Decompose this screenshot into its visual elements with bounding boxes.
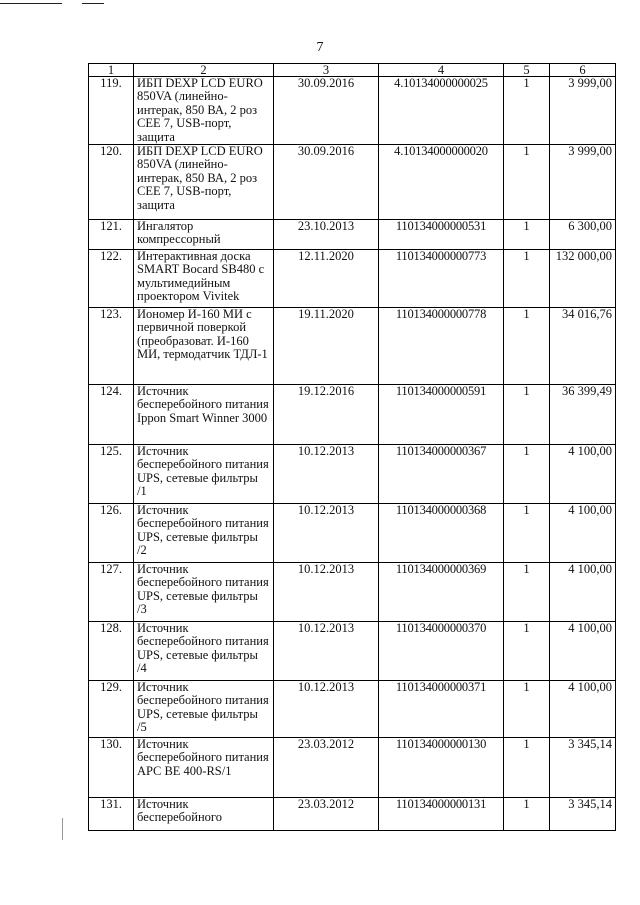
table-row bbox=[89, 385, 616, 445]
table-row bbox=[89, 798, 616, 831]
row-number: 123. bbox=[89, 308, 134, 385]
inventory-number: 110134000000371 bbox=[379, 681, 504, 738]
item-date: 10.12.2013 bbox=[274, 681, 379, 738]
item-sum: 3 999,00 bbox=[550, 145, 616, 220]
item-quantity: 1 bbox=[504, 220, 550, 250]
item-name: Источник бесперебойного питания UPS, сетевые фильтры /2 bbox=[134, 504, 274, 563]
inventory-number: 110134000000369 bbox=[379, 563, 504, 622]
column-header: 3 bbox=[274, 64, 379, 77]
item-date: 12.11.2020 bbox=[274, 250, 379, 308]
row-number: 121. bbox=[89, 220, 134, 250]
table-row bbox=[89, 250, 616, 308]
item-quantity: 1 bbox=[504, 77, 550, 145]
item-quantity: 1 bbox=[504, 622, 550, 681]
item-sum: 4 100,00 bbox=[550, 445, 616, 504]
item-date: 19.12.2016 bbox=[274, 385, 379, 445]
item-quantity: 1 bbox=[504, 563, 550, 622]
item-name: Источник бесперебойного питания UPS, сетевые фильтры /1 bbox=[134, 445, 274, 504]
item-name: Источник бесперебойного питания UPS, сетевые фильтры /5 bbox=[134, 681, 274, 738]
item-name: Иономер И-160 МИ с первичной поверкой (преобразоват. И-160 МИ, термодатчик ТДЛ-1 bbox=[134, 308, 274, 385]
inventory-number: 110134000000591 bbox=[379, 385, 504, 445]
row-number: 122. bbox=[89, 250, 134, 308]
item-quantity: 1 bbox=[504, 681, 550, 738]
column-header: 5 bbox=[504, 64, 550, 77]
item-name: Источник бесперебойного питания APC BE 400-RS/1 bbox=[134, 738, 274, 798]
column-header: 1 bbox=[89, 64, 134, 77]
item-date: 23.10.2013 bbox=[274, 220, 379, 250]
table-row bbox=[89, 220, 616, 250]
row-number: 126. bbox=[89, 504, 134, 563]
item-sum: 34 016,76 bbox=[550, 308, 616, 385]
row-number: 125. bbox=[89, 445, 134, 504]
top-edge-mark bbox=[82, 3, 104, 4]
item-sum: 4 100,00 bbox=[550, 681, 616, 738]
item-date: 30.09.2016 bbox=[274, 145, 379, 220]
item-sum: 36 399,49 bbox=[550, 385, 616, 445]
item-name: Источник бесперебойного питания UPS, сетевые фильтры /4 bbox=[134, 622, 274, 681]
row-number: 131. bbox=[89, 798, 134, 831]
table-row bbox=[89, 308, 616, 385]
row-number: 124. bbox=[89, 385, 134, 445]
row-number: 119. bbox=[89, 77, 134, 145]
inventory-number: 110134000000778 bbox=[379, 308, 504, 385]
item-quantity: 1 bbox=[504, 504, 550, 563]
table-row bbox=[89, 145, 616, 220]
inventory-number: 110134000000531 bbox=[379, 220, 504, 250]
item-name: Интерактивная доска SMART Bocard SB480 с мультимедийным проектором Vivitek bbox=[134, 250, 274, 308]
item-date: 10.12.2013 bbox=[274, 563, 379, 622]
item-sum: 3 999,00 bbox=[550, 77, 616, 145]
item-sum: 4 100,00 bbox=[550, 563, 616, 622]
table-row bbox=[89, 504, 616, 563]
item-quantity: 1 bbox=[504, 385, 550, 445]
item-quantity: 1 bbox=[504, 445, 550, 504]
inventory-number: 4.10134000000025 bbox=[379, 77, 504, 145]
column-header: 2 bbox=[134, 64, 274, 77]
column-header: 4 bbox=[379, 64, 504, 77]
item-sum: 4 100,00 bbox=[550, 504, 616, 563]
item-sum: 6 300,00 bbox=[550, 220, 616, 250]
table-row bbox=[89, 622, 616, 681]
item-date: 10.12.2013 bbox=[274, 622, 379, 681]
table-row bbox=[89, 563, 616, 622]
top-edge-mark bbox=[0, 3, 62, 4]
row-number: 120. bbox=[89, 145, 134, 220]
inventory-number: 4.10134000000020 bbox=[379, 145, 504, 220]
item-date: 23.03.2012 bbox=[274, 798, 379, 831]
inventory-number: 110134000000773 bbox=[379, 250, 504, 308]
table-row bbox=[89, 445, 616, 504]
item-sum: 3 345,14 bbox=[550, 798, 616, 831]
inventory-table bbox=[88, 63, 616, 831]
row-number: 127. bbox=[89, 563, 134, 622]
item-sum: 4 100,00 bbox=[550, 622, 616, 681]
inventory-number: 110134000000131 bbox=[379, 798, 504, 831]
item-name: Источник бесперебойного bbox=[134, 798, 274, 831]
item-quantity: 1 bbox=[504, 308, 550, 385]
item-quantity: 1 bbox=[504, 145, 550, 220]
item-date: 23.03.2012 bbox=[274, 738, 379, 798]
inventory-number: 110134000000367 bbox=[379, 445, 504, 504]
page-number: 7 bbox=[316, 40, 324, 55]
item-quantity: 1 bbox=[504, 738, 550, 798]
table-row bbox=[89, 738, 616, 798]
item-date: 10.12.2013 bbox=[274, 504, 379, 563]
inventory-number: 110134000000130 bbox=[379, 738, 504, 798]
item-sum: 132 000,00 bbox=[550, 250, 616, 308]
inventory-number: 110134000000370 bbox=[379, 622, 504, 681]
margin-mark bbox=[62, 818, 63, 840]
table-header-row bbox=[89, 64, 616, 77]
item-name: ИБП DEXP LCD EURO 850VA (линейно-интерак, 850 ВА, 2 роз CEE 7, USB-порт, защита bbox=[134, 145, 274, 220]
item-quantity: 1 bbox=[504, 250, 550, 308]
column-header: 6 bbox=[550, 64, 616, 77]
item-date: 19.11.2020 bbox=[274, 308, 379, 385]
item-name: Источник бесперебойного питания Ippon Smart Winner 3000 bbox=[134, 385, 274, 445]
item-date: 10.12.2013 bbox=[274, 445, 379, 504]
row-number: 130. bbox=[89, 738, 134, 798]
inventory-number: 110134000000368 bbox=[379, 504, 504, 563]
row-number: 128. bbox=[89, 622, 134, 681]
item-name: ИБП DEXP LCD EURO 850VA (линейно-интерак, 850 ВА, 2 роз CEE 7, USB-порт, защита bbox=[134, 77, 274, 145]
item-name: Ингалятор компрессорный bbox=[134, 220, 274, 250]
item-sum: 3 345,14 bbox=[550, 738, 616, 798]
item-date: 30.09.2016 bbox=[274, 77, 379, 145]
item-quantity: 1 bbox=[504, 798, 550, 831]
table-row bbox=[89, 77, 616, 145]
item-name: Источник бесперебойного питания UPS, сетевые фильтры /3 bbox=[134, 563, 274, 622]
table-row bbox=[89, 681, 616, 738]
row-number: 129. bbox=[89, 681, 134, 738]
